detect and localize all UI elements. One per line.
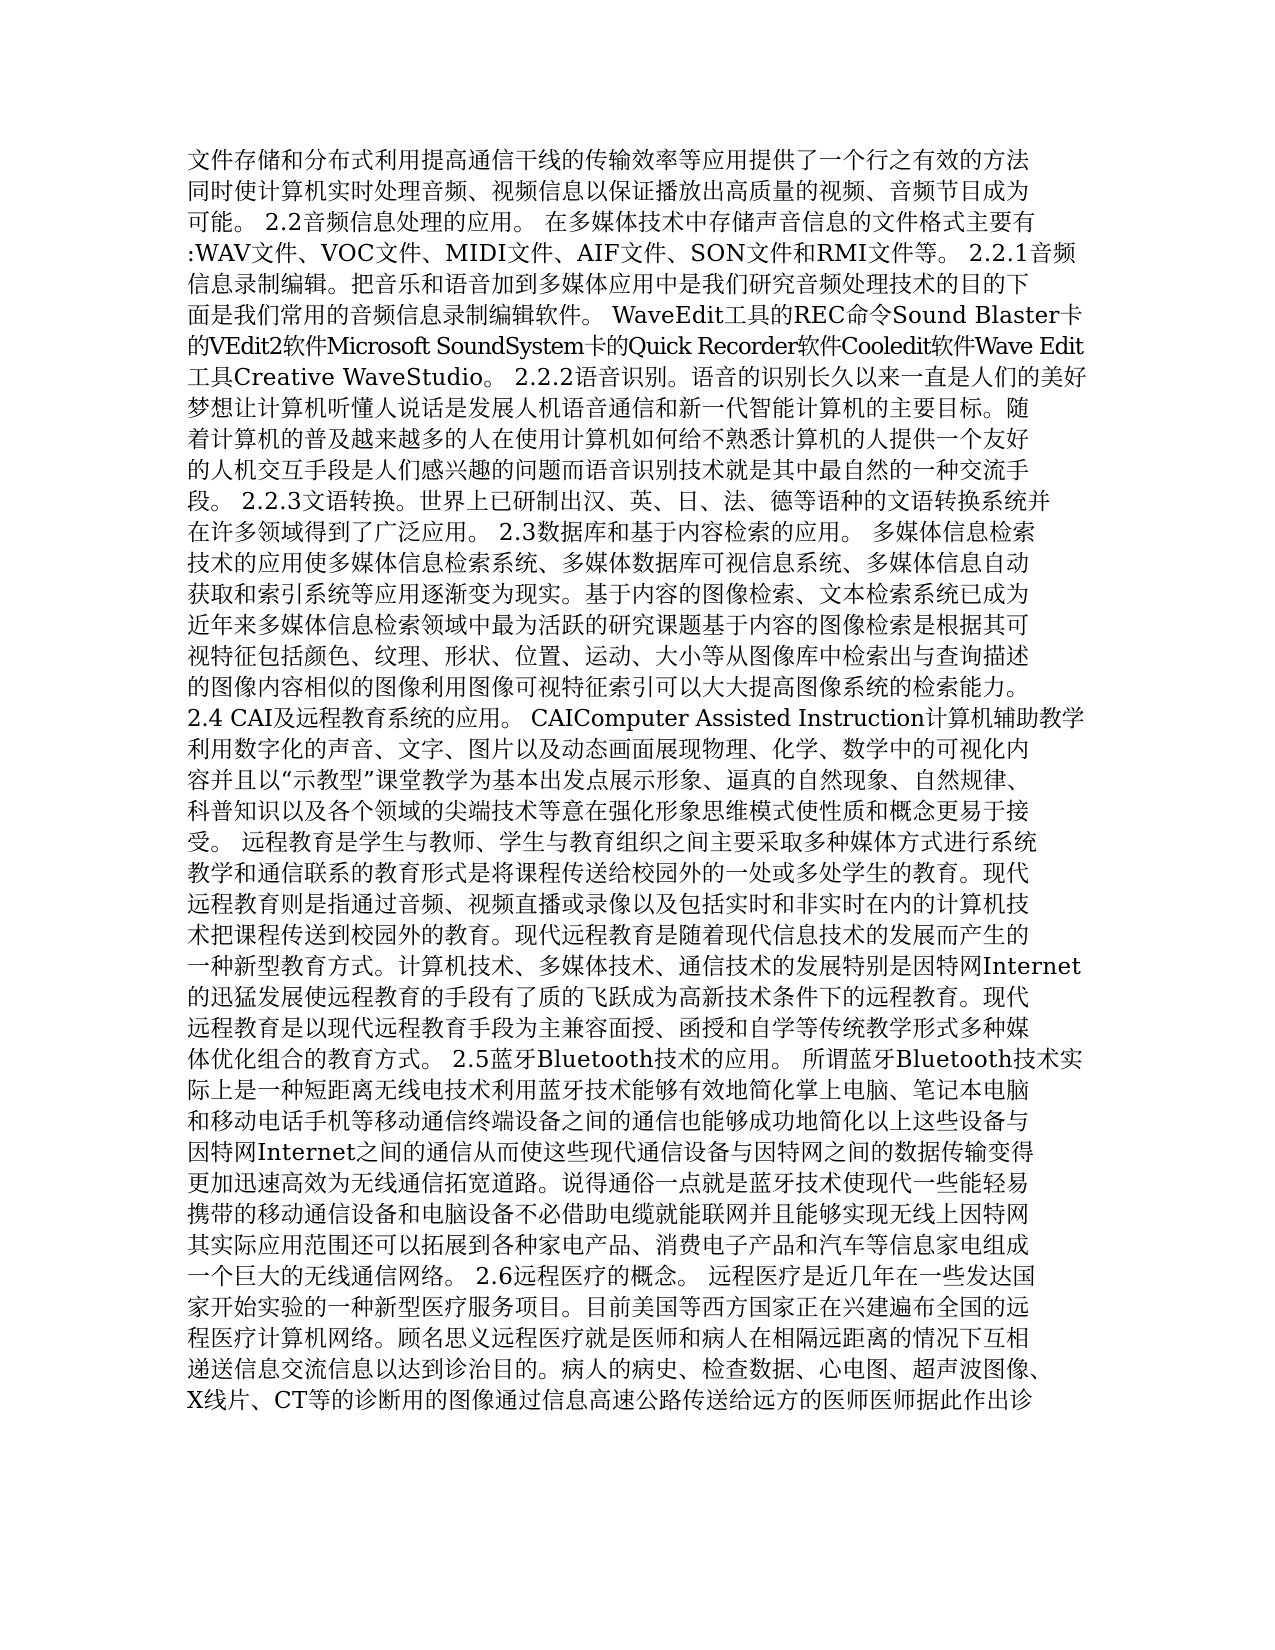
text-line: 着计算机的普及越来越多的人在使用计算机如何给不熟悉计算机的人提供一个友好 <box>187 427 1030 453</box>
text-line: 利用数字化的声音、文字、图片以及动态画面展现物理、化学、数学中的可视化内 <box>187 737 1030 763</box>
text-line: 教学和通信联系的教育形式是将课程传送给校园外的一处或多处学生的教育。现代 <box>187 861 1030 887</box>
text-line: 递送信息交流信息以达到诊治目的。病人的病史、检查数据、心电图、超声波图像、 <box>187 1357 1053 1383</box>
text-line: 和移动电话手机等移动通信终端设备之间的通信也能够成功地简化以上这些设备与 <box>187 1109 1030 1135</box>
text-line: 近年来多媒体信息检索领域中最为活跃的研究课题基于内容的图像检索是根据其可 <box>187 613 1030 639</box>
text-line: 更加迅速高效为无线通信拓宽道路。说得通俗一点就是蓝牙技术使现代一些能轻易 <box>187 1171 1030 1197</box>
text-line: 家开始实验的一种新型医疗服务项目。目前美国等西方国家正在兴建遍布全国的远 <box>187 1295 1030 1321</box>
text-line: 在许多领域得到了广泛应用。 2.3数据库和基于内容检索的应用。 多媒体信息检索 <box>187 520 1036 546</box>
text-line: 的图像内容相似的图像利用图像可视特征索引可以大大提高图像系统的检索能力。 <box>187 675 1030 701</box>
text-line: 技术的应用使多媒体信息检索系统、多媒体数据库可视信息系统、多媒体信息自动 <box>187 551 1030 577</box>
text-line: 一种新型教育方式。计算机技术、多媒体技术、通信技术的发展特别是因特网Internet <box>187 954 1082 980</box>
text-line: 工具Creative WaveStudio。 2.2.2语音识别。语音的识别长久以来一直是人们的美好 <box>187 365 1087 391</box>
text-line: 术把课程传送到校园外的教育。现代远程教育是随着现代信息技术的发展而产生的 <box>187 923 1030 949</box>
text-line: 获取和索引系统等应用逐渐变为现实。基于内容的图像检索、文本检索系统已成为 <box>187 582 1030 608</box>
text-line: 科普知识以及各个领域的尖端技术等意在强化形象思维模式使性质和概念更易于接 <box>187 799 1030 825</box>
text-line: 文件存储和分布式利用提高通信干线的传输效率等应用提供了一个行之有效的方法 <box>187 148 1030 174</box>
text-line: 因特网Internet之间的通信从而使这些现代通信设备与因特网之间的数据传输变得 <box>187 1140 1035 1166</box>
text-line: 的迅猛发展使远程教育的手段有了质的飞跃成为高新技术条件下的远程教育。现代 <box>187 985 1030 1011</box>
text-line: 程医疗计算机网络。顾名思义远程医疗就是医师和病人在相隔远距离的情况下互相 <box>187 1326 1030 1352</box>
text-line: 同时使计算机实时处理音频、视频信息以保证播放出高质量的视频、音频节目成为 <box>187 179 1030 205</box>
text-line: 携带的移动通信设备和电脑设备不必借助电缆就能联网并且能够实现无线上因特网 <box>187 1202 1030 1228</box>
text-line: 一个巨大的无线通信网络。 2.6远程医疗的概念。 远程医疗是近几年在一些发达国 <box>187 1264 1036 1290</box>
text-line: 面是我们常用的音频信息录制编辑软件。 WaveEdit工具的REC命令Sound Blaster卡 <box>187 303 1083 329</box>
text-line: 的人机交互手段是人们感兴趣的问题而语音识别技术就是其中最自然的一种交流手 <box>187 458 1030 484</box>
text-line: X线片、CT等的诊断用的图像通过信息高速公路传送给远方的医师医师据此作出诊 <box>187 1388 1034 1414</box>
text-line: 信息录制编辑。把音乐和语音加到多媒体应用中是我们研究音频处理技术的目的下 <box>187 272 1030 298</box>
text-line: 际上是一种短距离无线电技术利用蓝牙技术能够有效地简化掌上电脑、笔记本电脑 <box>187 1078 1030 1104</box>
text-line: 梦想让计算机听懂人说话是发展人机语音通信和新一代智能计算机的主要目标。随 <box>187 396 1030 422</box>
text-line: 受。 远程教育是学生与教师、学生与教育组织之间主要采取多种媒体方式进行系统 <box>187 830 1038 856</box>
text-line: 其实际应用范围还可以拓展到各种家电产品、消费电子产品和汽车等信息家电组成 <box>187 1233 1030 1259</box>
text-line: 2.4 CAI及远程教育系统的应用。 CAIComputer Assisted Instruction计算机辅助教学 <box>187 706 1085 732</box>
text-line: 远程教育则是指通过音频、视频直播或录像以及包括实时和非实时在内的计算机技 <box>187 892 1030 918</box>
text-line: 体优化组合的教育方式。 2.5蓝牙Bluetooth技术的应用。 所谓蓝牙Bluetooth技术实 <box>187 1047 1084 1073</box>
text-line: 可能。 2.2音频信息处理的应用。 在多媒体技术中存储声音信息的文件格式主要有 <box>187 210 1036 236</box>
body-text <box>187 146 1087 1417</box>
text-line: 容并且以“示教型”课堂教学为基本出发点展示形象、逼真的自然现象、自然规律、 <box>187 768 1031 794</box>
text-line: 段。 2.2.3文语转换。世界上已研制出汉、英、日、法、德等语种的文语转换系统并 <box>187 489 1051 515</box>
text-line: 视特征包括颜色、纹理、形状、位置、运动、大小等从图像库中检索出与查询描述 <box>187 644 1030 670</box>
text-line: :WAV文件、VOC文件、MIDI文件、AIF文件、SON文件和RMI文件等。 2.2.1音频 <box>187 241 1077 267</box>
text-line: 远程教育是以现代远程教育手段为主兼容面授、函授和自学等传统教学形式多种媒 <box>187 1016 1030 1042</box>
text-line: 的VEdit2软件Microsoft SoundSystem卡的Quick Recorder软件Cooledit软件Wave Edit <box>187 334 1083 360</box>
